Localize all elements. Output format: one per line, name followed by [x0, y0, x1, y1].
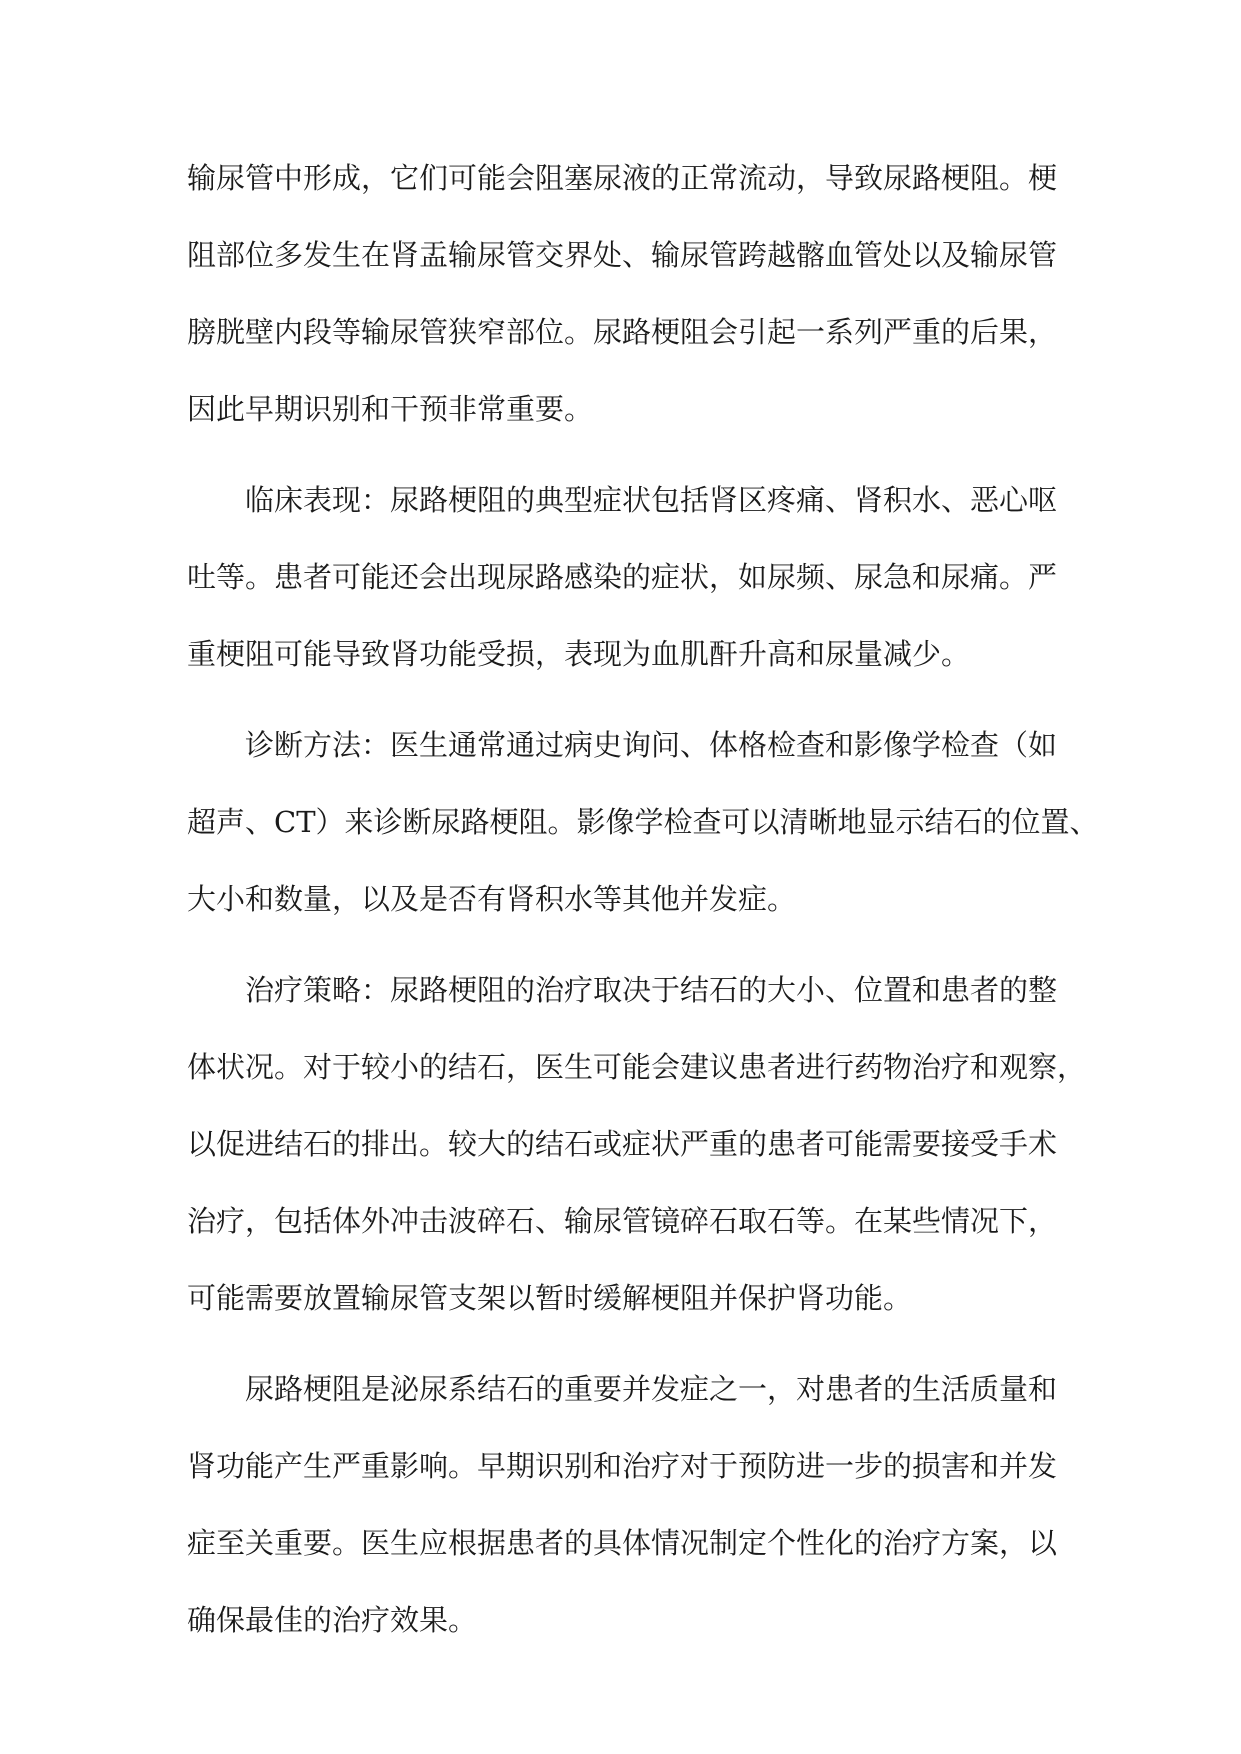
- text-line: 肾功能产生严重影响。早期识别和治疗对于预防进一步的损害和并发: [187, 1449, 1058, 1483]
- text-line: 重梗阻可能导致肾功能受损，表现为血肌酐升高和尿量减少。: [187, 637, 971, 671]
- text-line: 确保最佳的治疗效果。: [187, 1603, 478, 1637]
- text-line: 膀胱壁内段等输尿管狭窄部位。尿路梗阻会引起一系列严重的后果，: [187, 315, 1058, 349]
- text-line: 体状况。对于较小的结石，医生可能会建议患者进行药物治疗和观察，: [187, 1050, 1087, 1084]
- text-line: 阻部位多发生在肾盂输尿管交界处、输尿管跨越髂血管处以及输尿管: [187, 238, 1058, 272]
- text-line: 治疗，包括体外冲击波碎石、输尿管镜碎石取石等。在某些情况下，: [187, 1204, 1058, 1238]
- text-line: 大小和数量，以及是否有肾积水等其他并发症。: [187, 882, 797, 916]
- text-line: 诊断方法：医生通常通过病史询问、体格检查和影像学检查（如: [245, 728, 1058, 762]
- text-line: 症至关重要。医生应根据患者的具体情况制定个性化的治疗方案，以: [187, 1526, 1058, 1560]
- text-line: 临床表现：尿路梗阻的典型症状包括肾区疼痛、肾积水、恶心呕: [245, 483, 1058, 517]
- text-line: 可能需要放置输尿管支架以暂时缓解梗阻并保护肾功能。: [187, 1281, 913, 1315]
- text-line: 以促进结石的排出。较大的结石或症状严重的患者可能需要接受手术: [187, 1127, 1058, 1161]
- body-text: [187, 140, 1099, 1659]
- paragraph-obstruction-overview: [187, 140, 1058, 448]
- paragraph-conclusion: [187, 1351, 1058, 1659]
- text-line: 吐等。患者可能还会出现尿路感染的症状，如尿频、尿急和尿痛。严: [187, 560, 1058, 594]
- text-line: 超声、CT）来诊断尿路梗阻。影像学检查可以清晰地显示结石的位置、: [187, 805, 1099, 839]
- paragraph-treatment-strategy: [187, 952, 1087, 1337]
- text-line: 因此早期识别和干预非常重要。: [187, 392, 594, 426]
- paragraph-diagnosis-methods: [187, 707, 1099, 938]
- text-line: 尿路梗阻是泌尿系结石的重要并发症之一，对患者的生活质量和: [245, 1372, 1058, 1406]
- paragraph-clinical-manifestations: [187, 462, 1058, 693]
- text-line: 输尿管中形成，它们可能会阻塞尿液的正常流动，导致尿路梗阻。梗: [187, 161, 1058, 195]
- text-line: 治疗策略：尿路梗阻的治疗取决于结石的大小、位置和患者的整: [245, 973, 1058, 1007]
